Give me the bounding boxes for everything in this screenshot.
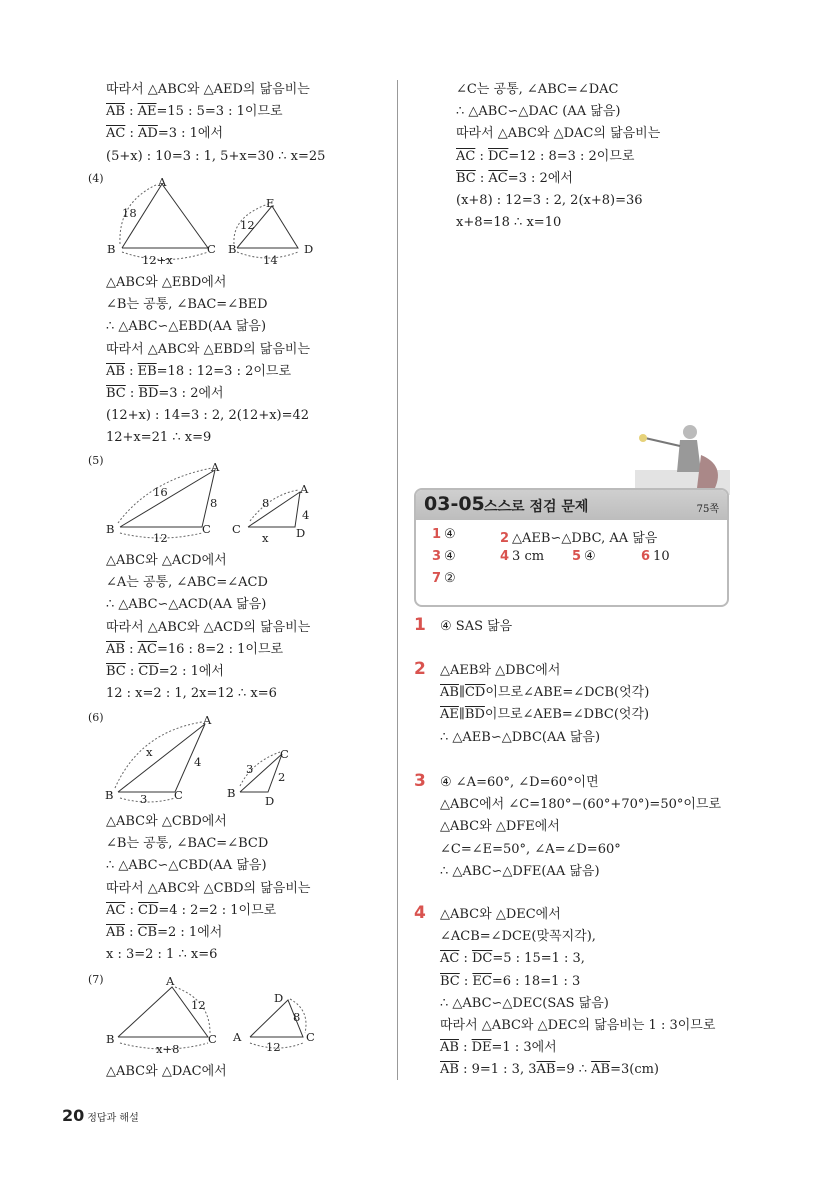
text-segment: △AEB와 △DBC에서	[440, 663, 561, 678]
solution-text	[106, 550, 310, 705]
answer-number: 2	[500, 531, 510, 546]
text-line	[440, 861, 721, 883]
text-segment: ∴ △ABC∽△EBD(AA 닮음)	[106, 319, 267, 335]
text-segment: 따라서 △ABC와 △ACD의 닮음비는	[106, 619, 311, 635]
text-segment: =12 : 8=3 : 2이므로	[508, 148, 635, 164]
text-segment: :	[125, 126, 138, 142]
segment-overline: $\overline{AB}$	[536, 1062, 556, 1078]
text-segment: :	[124, 925, 138, 941]
segment-overline: $\overline{BD}$	[464, 707, 485, 723]
text-segment: =3 : 2에서	[507, 170, 573, 186]
diagram-label: B	[105, 788, 114, 802]
text-line	[106, 405, 310, 427]
text-segment: 따라서 △ABC와 △DEC의 닮음비는 1 : 3이므로	[440, 1018, 716, 1034]
diagram-label: A	[300, 482, 309, 496]
text-line	[106, 878, 310, 900]
text-segment: 이므로∠AEB=∠DBC(엇각)	[484, 707, 650, 723]
answer-number: 7	[432, 571, 442, 586]
diagram-label: 16	[153, 485, 168, 499]
diagram-label: 2	[278, 770, 286, 784]
segment-overline: $\overline{AB}$	[106, 104, 125, 120]
text-segment: ∠ACB=∠DCE(맞꼭지각),	[440, 929, 596, 945]
diagram-label: C	[174, 788, 183, 802]
box-header	[416, 490, 727, 520]
text-line	[440, 772, 721, 794]
segment-overline: $\overline{EB}$	[137, 363, 157, 379]
segment-overline: $\overline{AB}$	[591, 1062, 611, 1078]
diagram-label: 18	[122, 206, 137, 220]
text-segment: 따라서 △ABC와 △DAC의 닮음비는	[456, 126, 661, 142]
answer-item	[432, 527, 456, 542]
solution-text	[440, 660, 649, 749]
solution-text	[440, 616, 512, 638]
diagram-label: 12+x	[142, 253, 173, 267]
diagram-label: A	[166, 974, 175, 988]
segment-overline: $\overline{CD}$	[138, 664, 159, 680]
segment-overline: $\overline{BC}$	[456, 170, 476, 186]
text-line	[440, 682, 649, 704]
text-segment: ∠C는 공통, ∠ABC=∠DAC	[456, 82, 619, 97]
text-segment: =2 : 1에서	[157, 925, 223, 941]
text-segment: △ABC와 △EBD에서	[106, 275, 227, 290]
text-line	[440, 993, 715, 1015]
answer-value: ④	[444, 527, 456, 542]
diagram-label: 8	[262, 496, 270, 510]
text-segment: x : 3=2 : 1 ∴ x=6	[106, 947, 218, 963]
text-segment: ∠A는 공통, ∠ABC=∠ACD	[106, 575, 268, 591]
self-check-answer-box	[414, 488, 729, 607]
segment-overline: $\overline{AD}$	[138, 126, 158, 142]
diagram-label: A	[211, 460, 220, 474]
text-line	[440, 839, 721, 861]
answer-item	[432, 571, 456, 586]
text-segment: =6 : 18=1 : 3	[491, 973, 581, 989]
text-line	[456, 123, 660, 145]
text-line	[440, 794, 721, 816]
text-line	[456, 101, 660, 123]
solution-number: 3	[414, 771, 426, 791]
answer-number: 3	[432, 549, 442, 564]
text-segment: =2 : 1에서	[158, 664, 224, 680]
text-line	[106, 427, 310, 449]
text-line	[456, 146, 660, 168]
diagram-label: C	[306, 1030, 315, 1044]
text-line	[106, 272, 310, 294]
text-segment: :	[125, 902, 138, 918]
text-segment: :	[475, 148, 488, 164]
page-footer	[62, 1106, 139, 1125]
text-segment: =3 : 1에서	[157, 126, 224, 142]
segment-overline: $\overline{AB}$	[440, 1062, 459, 1078]
text-segment: ④ SAS 닮음	[440, 619, 513, 634]
page-number: 20	[62, 1106, 85, 1125]
footer-title: 정답과 해설	[87, 1113, 139, 1124]
answer-item	[572, 549, 596, 564]
text-line	[106, 123, 325, 145]
text-segment: ∴ △ABC∽△DEC(SAS 닮음)	[440, 995, 609, 1011]
text-segment: ∴ △AEB∽△DBC(AA 닮음)	[440, 729, 601, 745]
text-segment: 12+x=21 ∴ x=9	[106, 430, 212, 446]
text-line	[456, 212, 660, 234]
answer-number: 1	[432, 527, 442, 542]
diagram-label: D	[274, 991, 284, 1005]
text-segment: :	[124, 104, 138, 120]
diagram-label: C	[207, 242, 216, 256]
solution-text	[106, 272, 310, 450]
answer-value: 10	[653, 549, 670, 564]
diagram-label: x	[146, 745, 153, 759]
text-segment: 따라서 △ABC와 △AED의 닮음비는	[106, 82, 310, 97]
text-segment: :	[125, 386, 139, 402]
text-line	[106, 339, 310, 361]
text-segment: (x+8) : 12=3 : 2, 2(x+8)=36	[456, 193, 643, 209]
solution-number: 2	[414, 659, 426, 679]
text-segment: ∴ △ABC∽△ACD(AA 닮음)	[106, 597, 267, 613]
diagram-label: B	[106, 1032, 115, 1046]
segment-overline: $\overline{AC}$	[456, 148, 476, 164]
segment-overline: $\overline{BC}$	[106, 386, 126, 402]
solution-text	[106, 79, 325, 168]
text-line	[106, 922, 310, 944]
answer-item	[641, 549, 670, 564]
text-line	[440, 660, 649, 682]
triangle-diagram-6	[100, 712, 330, 807]
segment-overline: $\overline{AB}$	[106, 641, 125, 657]
text-line	[106, 383, 310, 405]
text-segment: ∴ △ABC∽△CBD(AA 닮음)	[106, 858, 267, 874]
text-segment: ④ ∠A=60°, ∠D=60°이면	[440, 775, 599, 790]
text-line	[106, 617, 310, 639]
segment-overline: $\overline{AB}$	[440, 685, 459, 701]
segment-overline: $\overline{DC}$	[472, 951, 493, 967]
segment-overline: $\overline{EC}$	[472, 973, 492, 989]
text-segment: =1 : 3에서	[491, 1040, 557, 1056]
text-line	[106, 594, 310, 616]
answer-value: ②	[444, 571, 456, 586]
diagram-label: 3	[246, 762, 254, 776]
diagram-label: x+8	[156, 1042, 180, 1056]
text-segment: ∠B는 공통, ∠BAC=∠BCD	[106, 836, 269, 852]
diagram-label: B	[227, 786, 236, 800]
text-line	[106, 316, 310, 338]
text-segment: (5+x) : 10=3 : 1, 5+x=30 ∴ x=25	[106, 148, 326, 164]
solution-number: 1	[414, 615, 426, 635]
text-line	[440, 1015, 715, 1037]
text-segment: △ABC와 △DAC에서	[106, 1064, 227, 1079]
segment-overline: $\overline{AC}$	[106, 126, 126, 142]
diagram-label: A	[233, 1030, 242, 1044]
segment-overline: $\overline{AB}$	[106, 363, 125, 379]
text-line	[106, 294, 310, 316]
diagram-label: 14	[263, 253, 278, 267]
text-line	[106, 79, 325, 101]
text-line	[106, 101, 325, 123]
text-segment: ∥	[458, 707, 465, 723]
segment-overline: $\overline{CD}$	[138, 902, 159, 918]
diagram-label: B	[107, 242, 116, 256]
segment-overline: $\overline{AB}$	[440, 1040, 459, 1056]
answer-item	[432, 549, 456, 564]
text-line	[106, 1061, 227, 1083]
segment-overline: $\overline{AE}$	[440, 707, 459, 723]
text-line	[106, 146, 325, 168]
text-segment: =3(cm)	[610, 1062, 660, 1078]
text-line	[106, 900, 310, 922]
text-line	[440, 1037, 715, 1059]
text-line	[456, 190, 660, 212]
text-segment: ∠B는 공통, ∠BAC=∠BED	[106, 297, 268, 313]
text-segment: ∴ △ABC∽△DFE(AA 닮음)	[440, 863, 600, 879]
diagram-label: B	[228, 242, 237, 256]
text-segment: 12 : x=2 : 1, 2x=12 ∴ x=6	[106, 686, 277, 702]
text-segment: =4 : 2=2 : 1이므로	[158, 902, 277, 918]
segment-overline: $\overline{AB}$	[106, 925, 125, 941]
diagram-label: 4	[194, 755, 202, 769]
answer-number: 5	[572, 549, 582, 564]
text-line	[440, 948, 715, 970]
diagram-label: C	[208, 1032, 217, 1046]
text-segment: =3 : 2에서	[158, 386, 224, 402]
text-line	[106, 361, 310, 383]
text-line	[440, 926, 715, 948]
segment-overline: $\overline{AC}$	[137, 641, 157, 657]
text-line	[440, 704, 649, 726]
diagram-label: C	[202, 522, 211, 536]
diagram-label: A	[203, 713, 212, 727]
text-segment: △ABC와 △DFE에서	[440, 819, 560, 835]
solution-text	[440, 772, 721, 883]
diagram-label: x	[262, 531, 269, 545]
diagram-label: 3	[140, 792, 148, 806]
text-line	[440, 727, 649, 749]
diagram-label: 12	[153, 531, 168, 545]
diagram-label: D	[265, 794, 275, 808]
diagram-label: 12	[240, 218, 255, 232]
segment-overline: $\overline{AC}$	[440, 951, 460, 967]
text-segment: : 9=1 : 3, 3	[458, 1062, 537, 1078]
section-title: 스스로 점검 문제	[484, 499, 589, 515]
problem-number: (7)	[88, 973, 104, 986]
text-line	[106, 855, 310, 877]
segment-overline: $\overline{BD}$	[138, 386, 159, 402]
text-segment: :	[124, 363, 138, 379]
text-segment: (12+x) : 14=3 : 2, 2(12+x)=42	[106, 408, 310, 424]
segment-overline: $\overline{DE}$	[471, 1040, 492, 1056]
text-line	[440, 616, 512, 638]
text-segment: =15 : 5=3 : 1이므로	[156, 104, 283, 120]
text-line	[106, 683, 310, 705]
page-reference: 75쪽	[696, 504, 719, 515]
text-segment: :	[458, 1040, 472, 1056]
segment-overline: $\overline{BC}$	[106, 664, 126, 680]
solution-text	[106, 811, 310, 966]
segment-overline: $\overline{AE}$	[137, 104, 157, 120]
answer-number: 6	[641, 549, 651, 564]
text-line	[456, 168, 660, 190]
text-segment: :	[125, 664, 139, 680]
text-segment: :	[475, 170, 489, 186]
diagram-label: 12	[266, 1040, 281, 1054]
text-line	[106, 550, 310, 572]
text-segment: ∠C=∠E=50°, ∠A=∠D=60°	[440, 841, 621, 857]
text-segment: △ABC와 △ACD에서	[106, 553, 227, 568]
problem-number: (5)	[88, 454, 104, 467]
diagram-label: D	[296, 526, 306, 540]
text-segment: =18 : 12=3 : 2이므로	[156, 363, 292, 379]
text-line	[440, 971, 715, 993]
diagram-label: 12	[191, 998, 206, 1012]
text-line	[106, 639, 310, 661]
answer-value: 3 cm	[512, 549, 545, 564]
diagram-label: B	[106, 522, 115, 536]
segment-overline: $\overline{DC}$	[488, 148, 509, 164]
text-segment: :	[124, 641, 138, 657]
text-segment: △ABC와 △CBD에서	[106, 814, 227, 829]
answer-item	[500, 527, 657, 546]
text-segment: =5 : 15=1 : 3,	[492, 951, 585, 967]
solution-text	[456, 79, 660, 234]
text-line	[106, 833, 310, 855]
diagram-label: C	[280, 747, 289, 761]
segment-overline: $\overline{AC}$	[106, 902, 126, 918]
text-segment: 이므로∠ABE=∠DCB(엇각)	[485, 685, 650, 701]
text-segment: 따라서 △ABC와 △EBD의 닮음비는	[106, 341, 311, 357]
segment-overline: $\overline{CD}$	[464, 685, 486, 701]
diagram-label: A	[158, 175, 167, 189]
diagram-label: D	[304, 242, 314, 256]
diagram-label: 8	[293, 1010, 301, 1024]
text-segment: :	[459, 951, 472, 967]
text-segment: =16 : 8=2 : 1이므로	[156, 641, 284, 657]
column-divider	[397, 80, 398, 1080]
diagram-label: C	[232, 522, 241, 536]
solution-text	[106, 1061, 227, 1083]
segment-overline: $\overline{AC}$	[488, 170, 508, 186]
problem-number: (4)	[88, 172, 104, 185]
text-segment: ∴ △ABC∽△DAC (AA 닮음)	[456, 104, 621, 120]
text-segment: x+8=18 ∴ x=10	[456, 215, 562, 231]
text-segment: △ABC에서 ∠C=180°−(60°+70°)=50°이므로	[440, 797, 722, 813]
answer-value: ④	[584, 549, 596, 564]
text-line	[440, 904, 715, 926]
answer-item	[500, 549, 544, 564]
diagram-label: 4	[302, 508, 310, 522]
text-line	[106, 944, 310, 966]
answer-value: △AEB∽△DBC, AA 닮음	[512, 531, 658, 546]
section-code: 03-05	[424, 493, 485, 515]
segment-overline: $\overline{BC}$	[440, 973, 460, 989]
solution-text	[440, 904, 715, 1082]
text-segment: △ABC와 △DEC에서	[440, 907, 561, 922]
text-segment: ∥	[458, 685, 465, 701]
segment-overline: $\overline{CB}$	[137, 925, 158, 941]
solution-number: 4	[414, 903, 426, 923]
text-segment: =9 ∴	[555, 1062, 592, 1078]
answer-value: ④	[444, 549, 456, 564]
answer-number: 4	[500, 549, 510, 564]
diagram-label: E	[266, 196, 275, 210]
text-segment: :	[459, 973, 473, 989]
text-line	[440, 816, 721, 838]
diagram-label: 8	[210, 496, 218, 510]
text-line	[440, 1059, 715, 1081]
text-line	[106, 572, 310, 594]
text-line	[106, 661, 310, 683]
illustration-wizard	[635, 420, 730, 495]
text-segment: 따라서 △ABC와 △CBD의 닮음비는	[106, 880, 311, 896]
text-line	[456, 79, 660, 101]
problem-number: (6)	[88, 711, 104, 724]
text-line	[106, 811, 310, 833]
